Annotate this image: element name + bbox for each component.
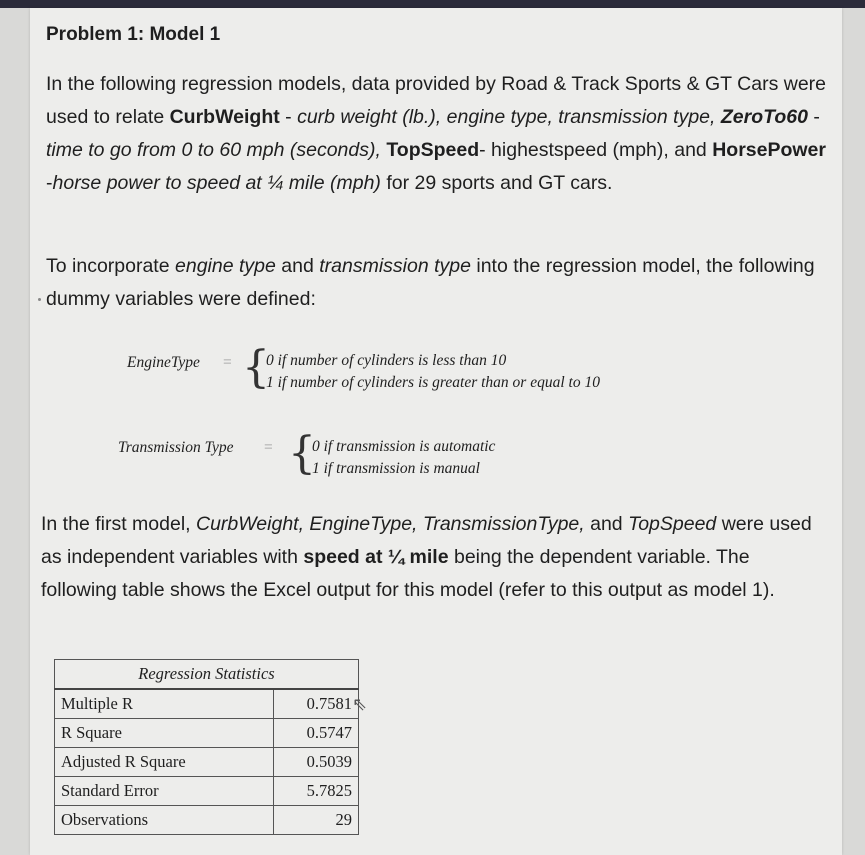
brace-icon: { [288,428,316,479]
text: - [807,106,820,128]
text-italic: TopSpeed [628,513,717,535]
text-italic: transmission type [319,255,471,277]
problem-title: Problem 1: Model 1 [46,24,221,45]
text: and [584,513,629,535]
table-row [55,748,359,777]
text: In the following regression models, data provided by Road & Track Sports & GT Cars were used to relate [46,73,827,128]
text: - [279,106,298,128]
bullet-dot [38,298,41,301]
var-zeroto60: ZeroTo60 [720,106,808,128]
table-header-row [55,660,359,690]
text: were used as independent variables with [41,513,812,568]
text-italic: curb weight (lb.), engine type, transmission type, [297,106,716,128]
model-paragraph [41,508,821,607]
stat-label: Adjusted R Square [55,748,274,777]
text-italic: horse power to speed at ¼ mile (mph) [52,172,381,194]
transmission-type-label: Transmission Type [118,439,234,456]
transmission-type-case-0: 0 if transmission is automatic [312,438,496,455]
table-row [55,689,359,719]
transmission-type-case-1: 1 if transmission is manual [312,460,480,477]
stat-value: 0.5039 [274,748,359,777]
text: To incorporate [46,255,175,277]
engine-type-label: EngineType [127,354,200,371]
text-italic: time to go from 0 to 60 mph (seconds), [46,139,381,161]
var-curbweight: CurbWeight [169,106,280,128]
document-page [30,8,842,855]
var-topspeed: TopSpeed [386,139,480,161]
dependent-variable: speed at ¼ mile [303,546,449,568]
var-horsepower: HorsePower [712,139,826,161]
stat-label: Observations [55,806,274,835]
intro-paragraph [46,68,826,200]
equals-sign: = [264,439,273,456]
text: - [46,172,53,194]
engine-type-case-1: 1 if number of cylinders is greater than or equal to 10 [266,374,600,391]
top-bar [0,0,865,8]
stat-value: 0.7581 [274,689,359,719]
stat-value: 29 [274,806,359,835]
stat-label: Multiple R [55,689,274,719]
text: - highestspeed (mph), and [479,139,713,161]
stat-label: Standard Error [55,777,274,806]
text-italic: engine type [175,255,276,277]
text: being the dependent variable. The following table shows the Excel output for this model (refer to this output as model 1). [41,546,775,601]
table-row [55,719,359,748]
text: and [275,255,320,277]
text-italic: CurbWeight, EngineType, TransmissionType, [195,513,585,535]
engine-type-case-0: 0 if number of cylinders is less than 10 [266,352,507,369]
text: In the first model, [41,513,196,535]
equals-sign: = [223,354,232,371]
text: into the regression model, the following dummy variables were defined: [46,255,815,310]
brace-icon: { [242,342,270,393]
regression-statistics-table [54,659,359,835]
dummy-paragraph [46,250,826,316]
stat-value: 0.5747 [274,719,359,748]
table-row [55,806,359,835]
stat-label: R Square [55,719,274,748]
table-header: Regression Statistics [55,660,359,690]
table-row [55,777,359,806]
text: for 29 sports and GT cars. [380,172,613,194]
stat-value: 5.7825 [274,777,359,806]
mouse-pointer-icon: ⇖ [352,694,368,714]
